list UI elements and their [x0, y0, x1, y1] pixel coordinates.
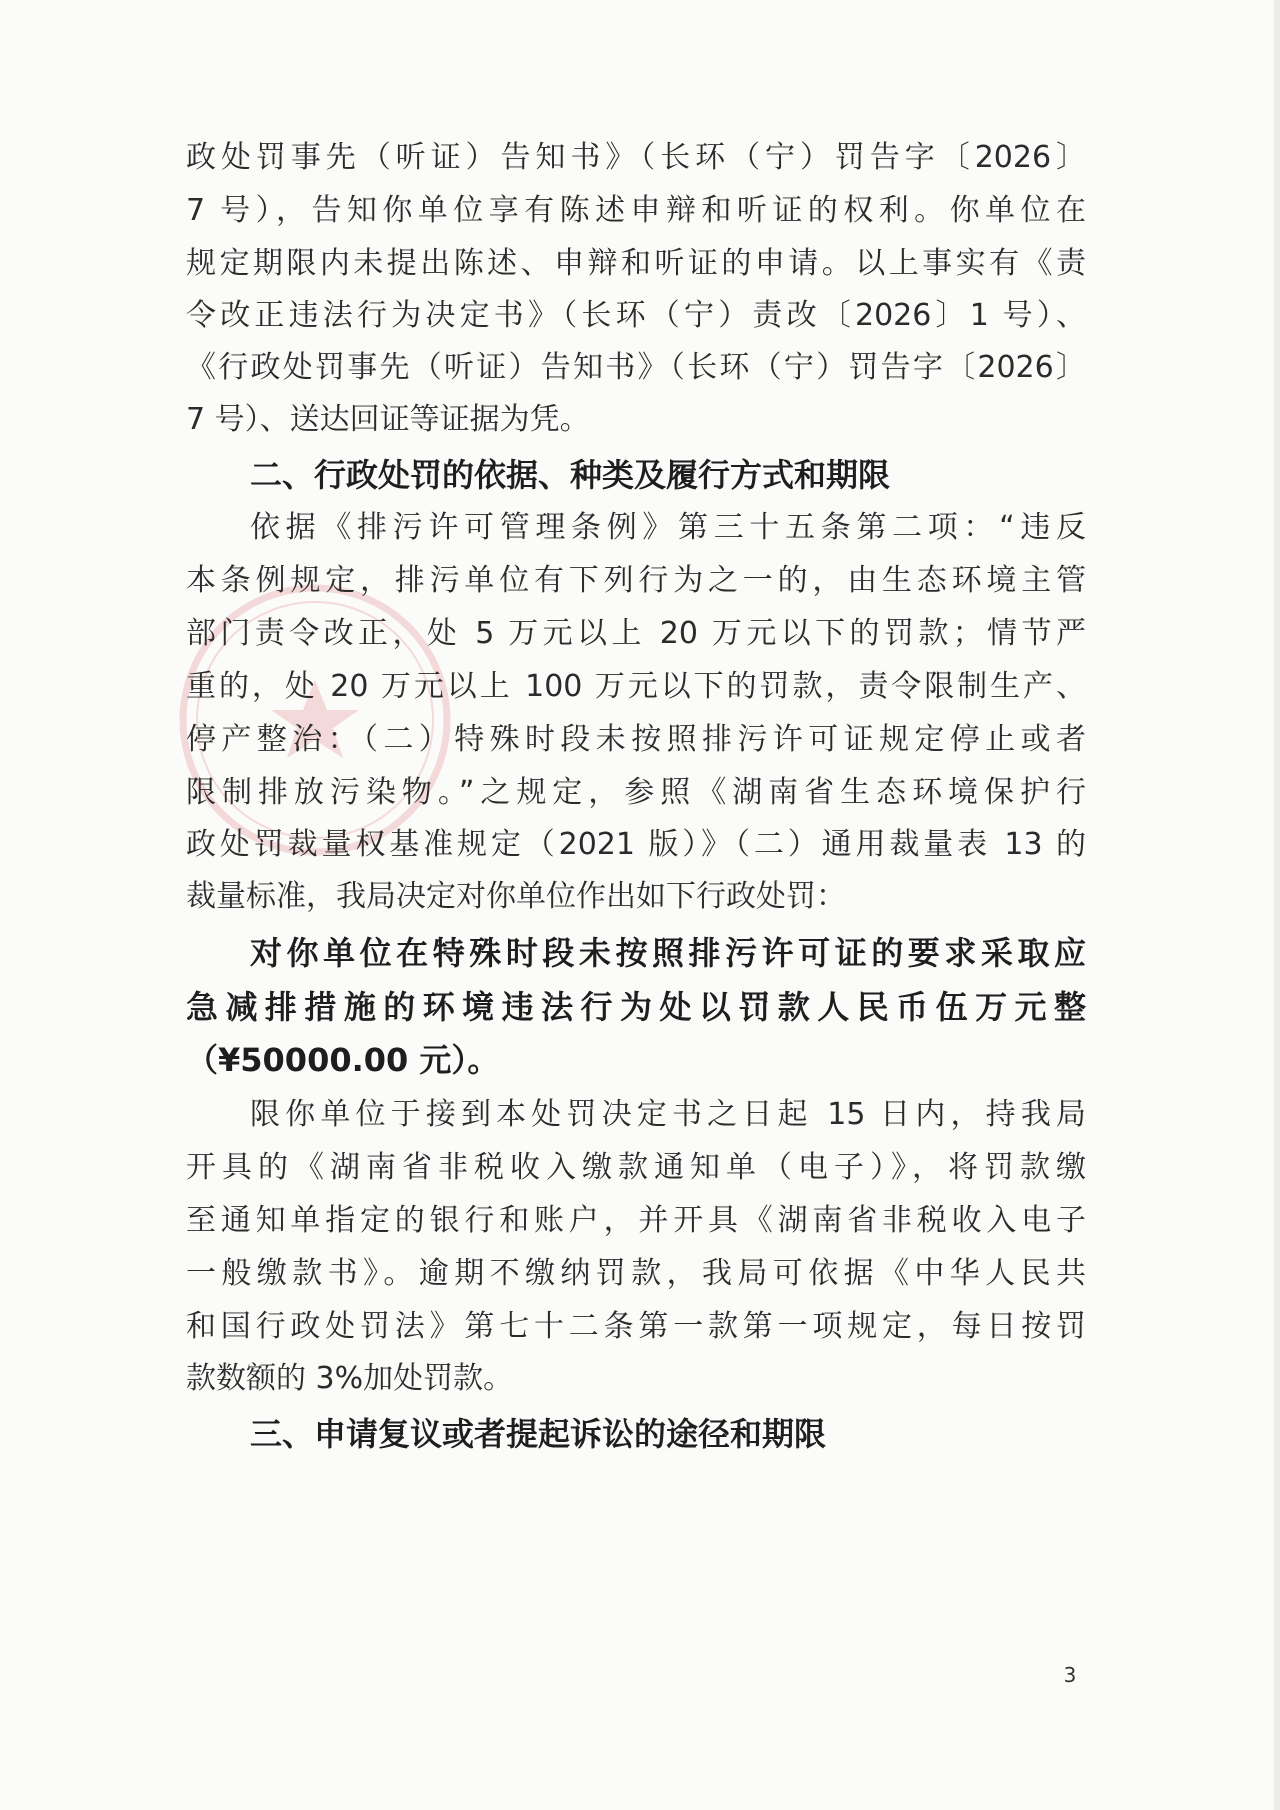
- section-heading-3: 三、申请复议或者提起诉讼的途径和期限: [250, 1415, 827, 1453]
- text-line-22: 一般缴款书》。逾期不缴纳罚款，我局可依据《中华人民共: [186, 1256, 1086, 1291]
- text-line-14: 政处罚裁量权基准规定（2021 版）》（二）通用裁量表 13 的: [186, 827, 1086, 862]
- text-line-9: 本条例规定，排污单位有下列行为之一的，由生态环境主管: [186, 563, 1086, 598]
- text-line-15: 裁量标准，我局决定对你单位作出如下行政处罚：: [186, 879, 846, 914]
- text-line-6: 7 号）、送达回证等证据为凭。: [186, 402, 590, 437]
- text-line-4: 令改正违法行为决定书》（长环（宁）责改〔2026〕1 号）、: [186, 298, 1086, 333]
- section-heading-2: 二、行政处罚的依据、种类及履行方式和期限: [250, 456, 891, 494]
- text-line-13: 限制排放污染物。”之规定，参照《湖南省生态环境保护行: [186, 775, 1086, 810]
- text-line-10: 部门责令改正，处 5 万元以上 20 万元以下的罚款；情节严: [186, 616, 1086, 651]
- text-line-19: 限你单位于接到本处罚决定书之日起 15 日内，持我局: [250, 1097, 1086, 1132]
- text-line-23: 和国行政处罚法》第七十二条第一款第一项规定，每日按罚: [186, 1309, 1086, 1344]
- page-number: 3: [1063, 1663, 1077, 1687]
- text-line-20: 开具的《湖南省非税收入缴款通知单（电子）》，将罚款缴: [186, 1150, 1086, 1185]
- page-edge: [1274, 0, 1280, 1810]
- penalty-amount-line: （¥50000.00 元）。: [186, 1041, 500, 1079]
- text-line-3: 规定期限内未提出陈述、申辩和听证的申请。以上事实有《责: [186, 246, 1086, 281]
- text-line-24: 款数额的 3%加处罚款。: [186, 1361, 514, 1396]
- text-line-21: 至通知单指定的银行和账户，并开具《湖南省非税收入电子: [186, 1203, 1086, 1238]
- text-line-11: 重的，处 20 万元以上 100 万元以下的罚款，责令限制生产、: [186, 669, 1086, 704]
- text-line-5: 《行政处罚事先（听证）告知书》（长环（宁）罚告字〔2026〕: [186, 350, 1086, 385]
- text-line-1: 政处罚事先（听证）告知书》（长环（宁）罚告字〔2026〕: [186, 140, 1086, 175]
- penalty-line-2: 急减排措施的环境违法行为处以罚款人民币伍万元整: [186, 988, 1086, 1026]
- text-line-8: 依据《排污许可管理条例》第三十五条第二项：“违反: [250, 510, 1086, 545]
- penalty-line-1: 对你单位在特殊时段未按照排污许可证的要求采取应: [250, 934, 1086, 972]
- text-line-2: 7 号），告知你单位享有陈述申辩和听证的权利。你单位在: [186, 193, 1086, 228]
- text-line-12: 停产整治：（二）特殊时段未按照排污许可证规定停止或者: [186, 722, 1086, 757]
